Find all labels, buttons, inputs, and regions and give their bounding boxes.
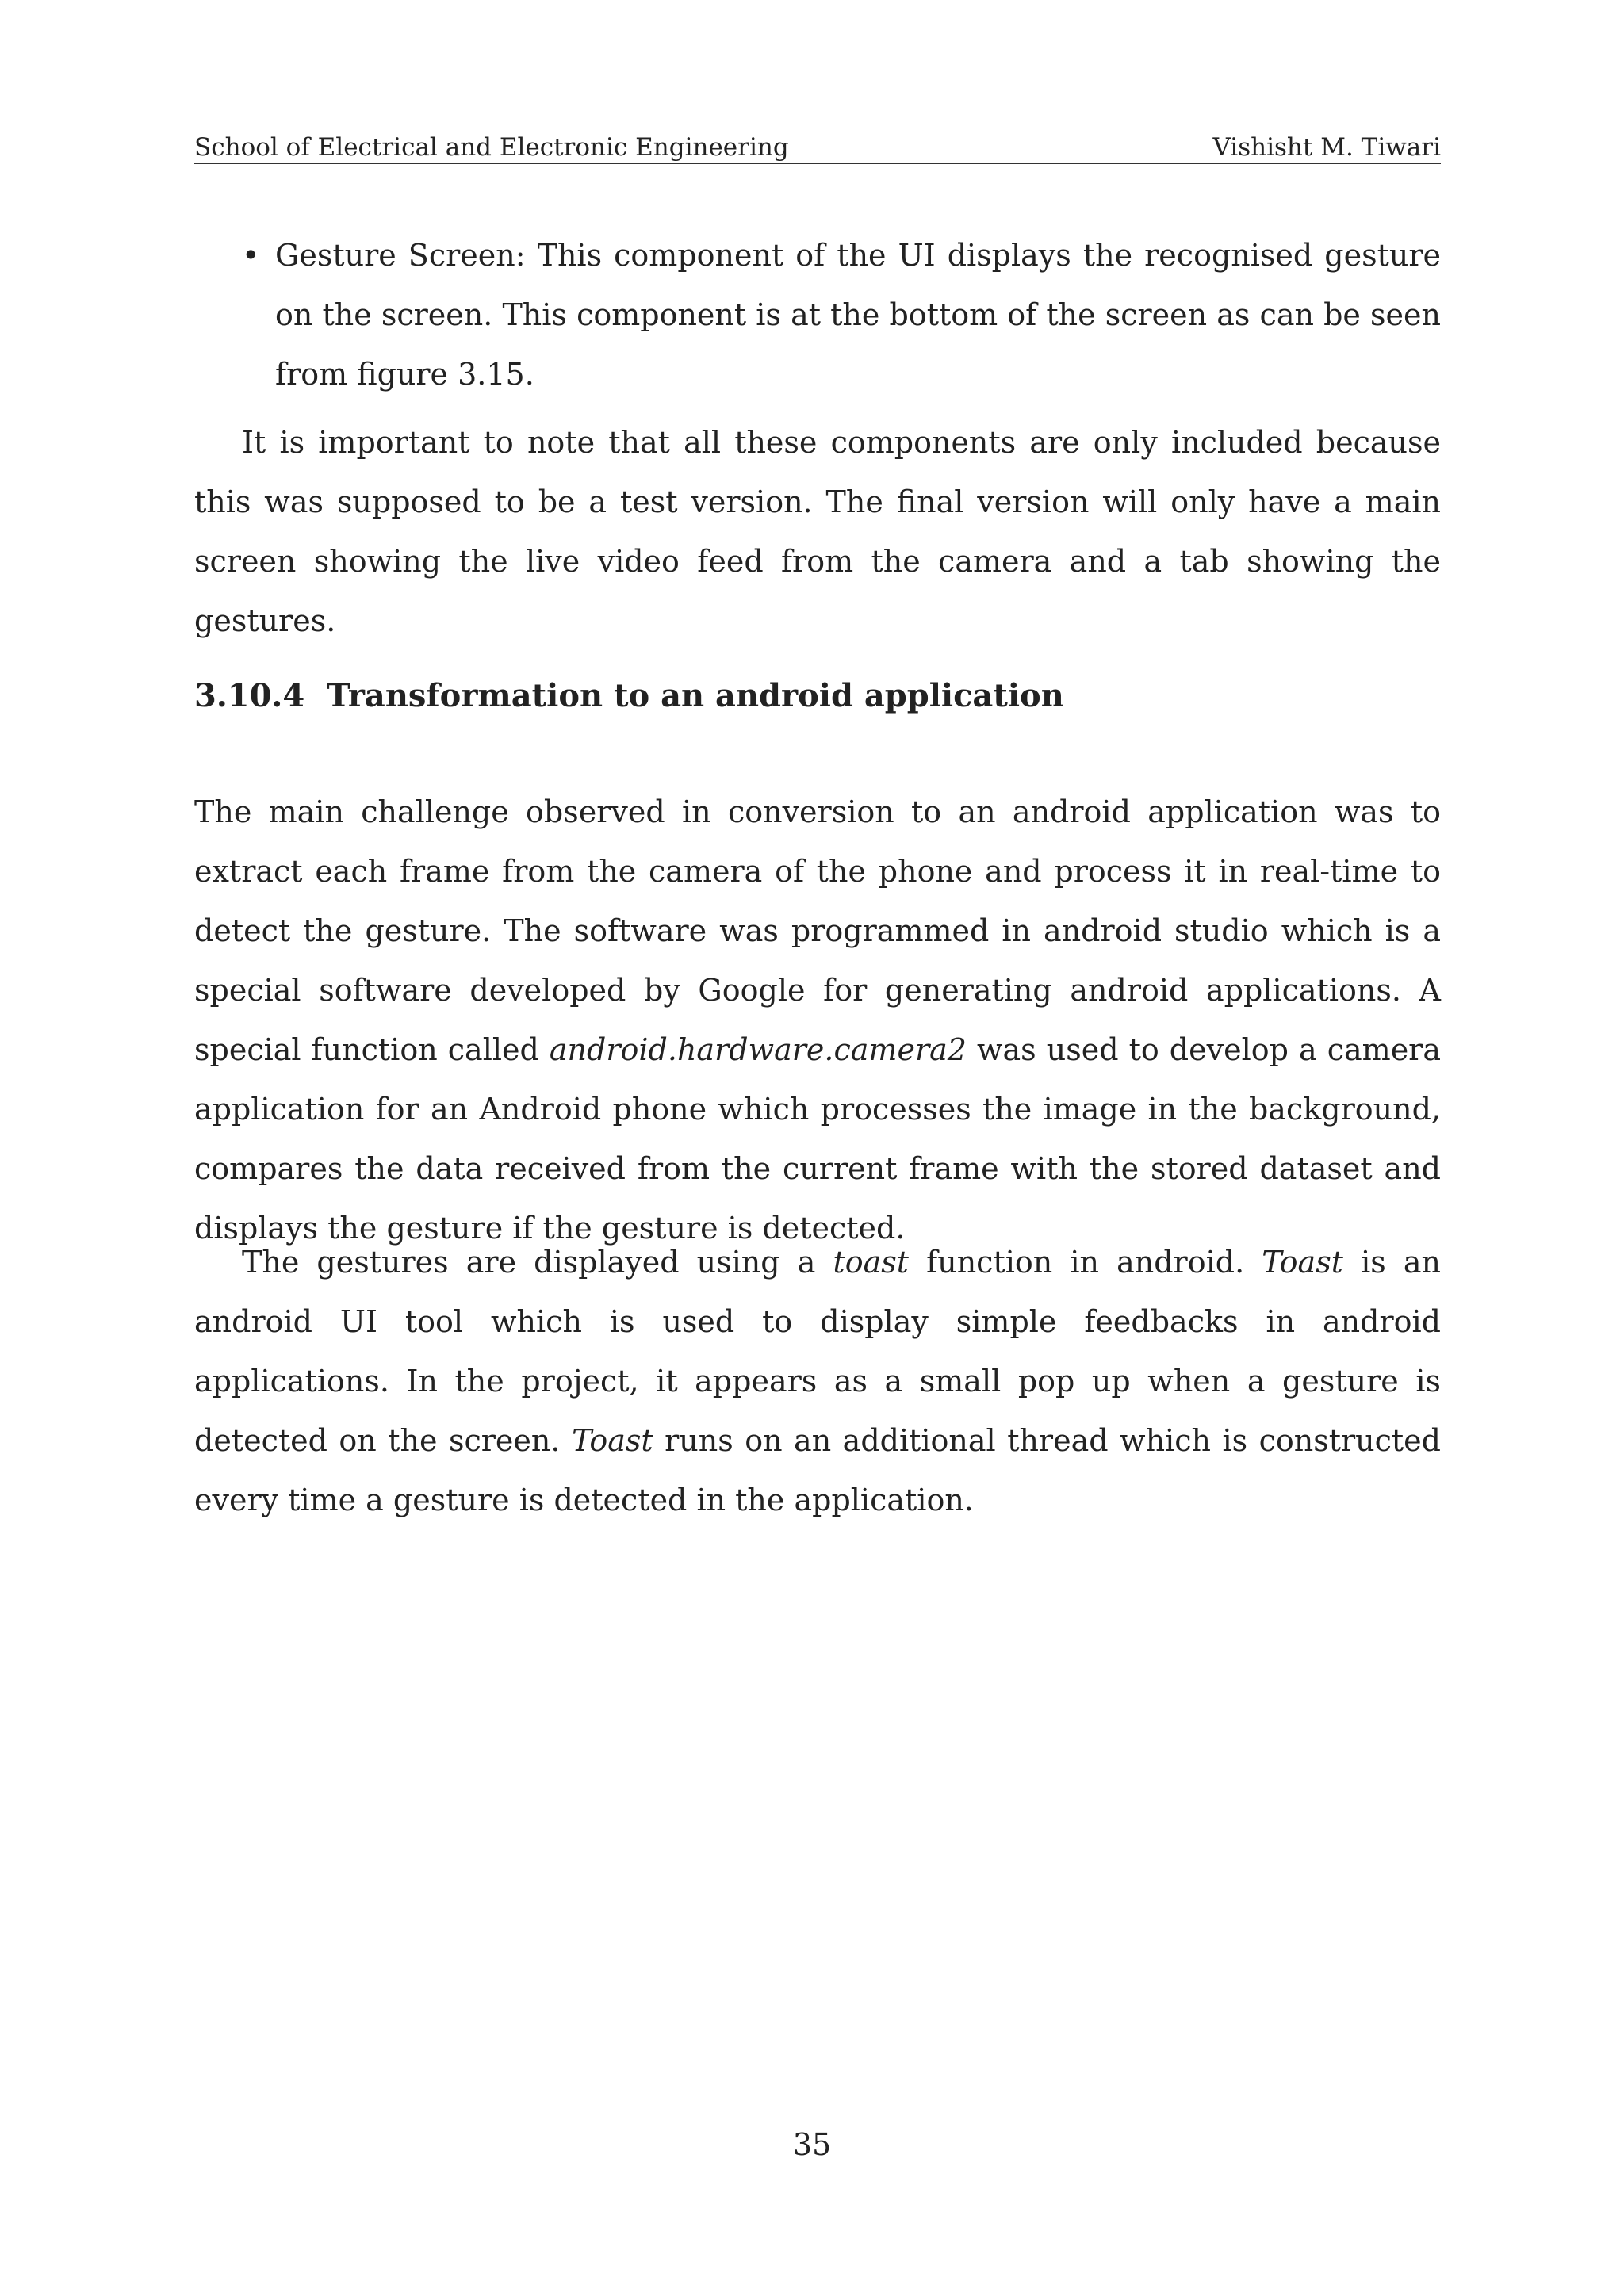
paragraph-test-version: It is important to note that all these components are only included because this was supposed to be a test version. The final version will only have a main screen showing the live video feed from the camera and a tab showing the gestures. (194, 425, 1441, 638)
toast-term: Toast (571, 1423, 653, 1458)
header-rule (194, 163, 1441, 164)
toast-term: Toast (1262, 1245, 1343, 1280)
bullet-marker: • (242, 238, 260, 273)
header-school: School of Electrical and Electronic Engineering (194, 133, 789, 162)
paragraph-text: runs on an additional thread which is constructed every time a gesture is detected in the application. (194, 1423, 1441, 1517)
paragraph-text: was used to develop a camera application for an Android phone which processes the image in the background, compares the data received from the current frame with the stored dataset and displays the gesture if the gesture is detected. (194, 1032, 1441, 1246)
bullet-gesture-screen: Gesture Screen: This component of the UI displays the recognised gesture on the screen. This component is at the bottom of the screen as can be seen from figure 3.15. (275, 238, 1441, 392)
paragraph-toast (194, 1233, 1441, 1530)
toast-term: toast (833, 1245, 910, 1280)
page-number: 35 (792, 2127, 832, 2162)
section-number: 3.10.4 (194, 677, 305, 714)
paragraph-text: The gestures are displayed using a (242, 1245, 833, 1280)
paragraph-text: function in android. (909, 1245, 1262, 1280)
paragraph-text: The main challenge observed in conversion to an android application was to extract each frame from the camera of the phone and process it in real-time to detect the gesture. The software was programmed in android studio which is a special software developed by Google for generating android applications. A special function called (194, 794, 1441, 1067)
header-author: Vishisht M. Tiwari (1212, 133, 1441, 162)
paragraph-android-conversion (194, 783, 1441, 1258)
section-title: Transformation to an android application (327, 677, 1064, 714)
section-heading (194, 668, 1441, 724)
function-name: android.hardware.camera2 (549, 1032, 967, 1067)
paragraph-text: is an android UI tool which is used to display simple feedbacks in android applications. In the project, it appears as a small pop up when a gesture is detected on the screen. (194, 1245, 1441, 1458)
running-header (194, 125, 1441, 163)
